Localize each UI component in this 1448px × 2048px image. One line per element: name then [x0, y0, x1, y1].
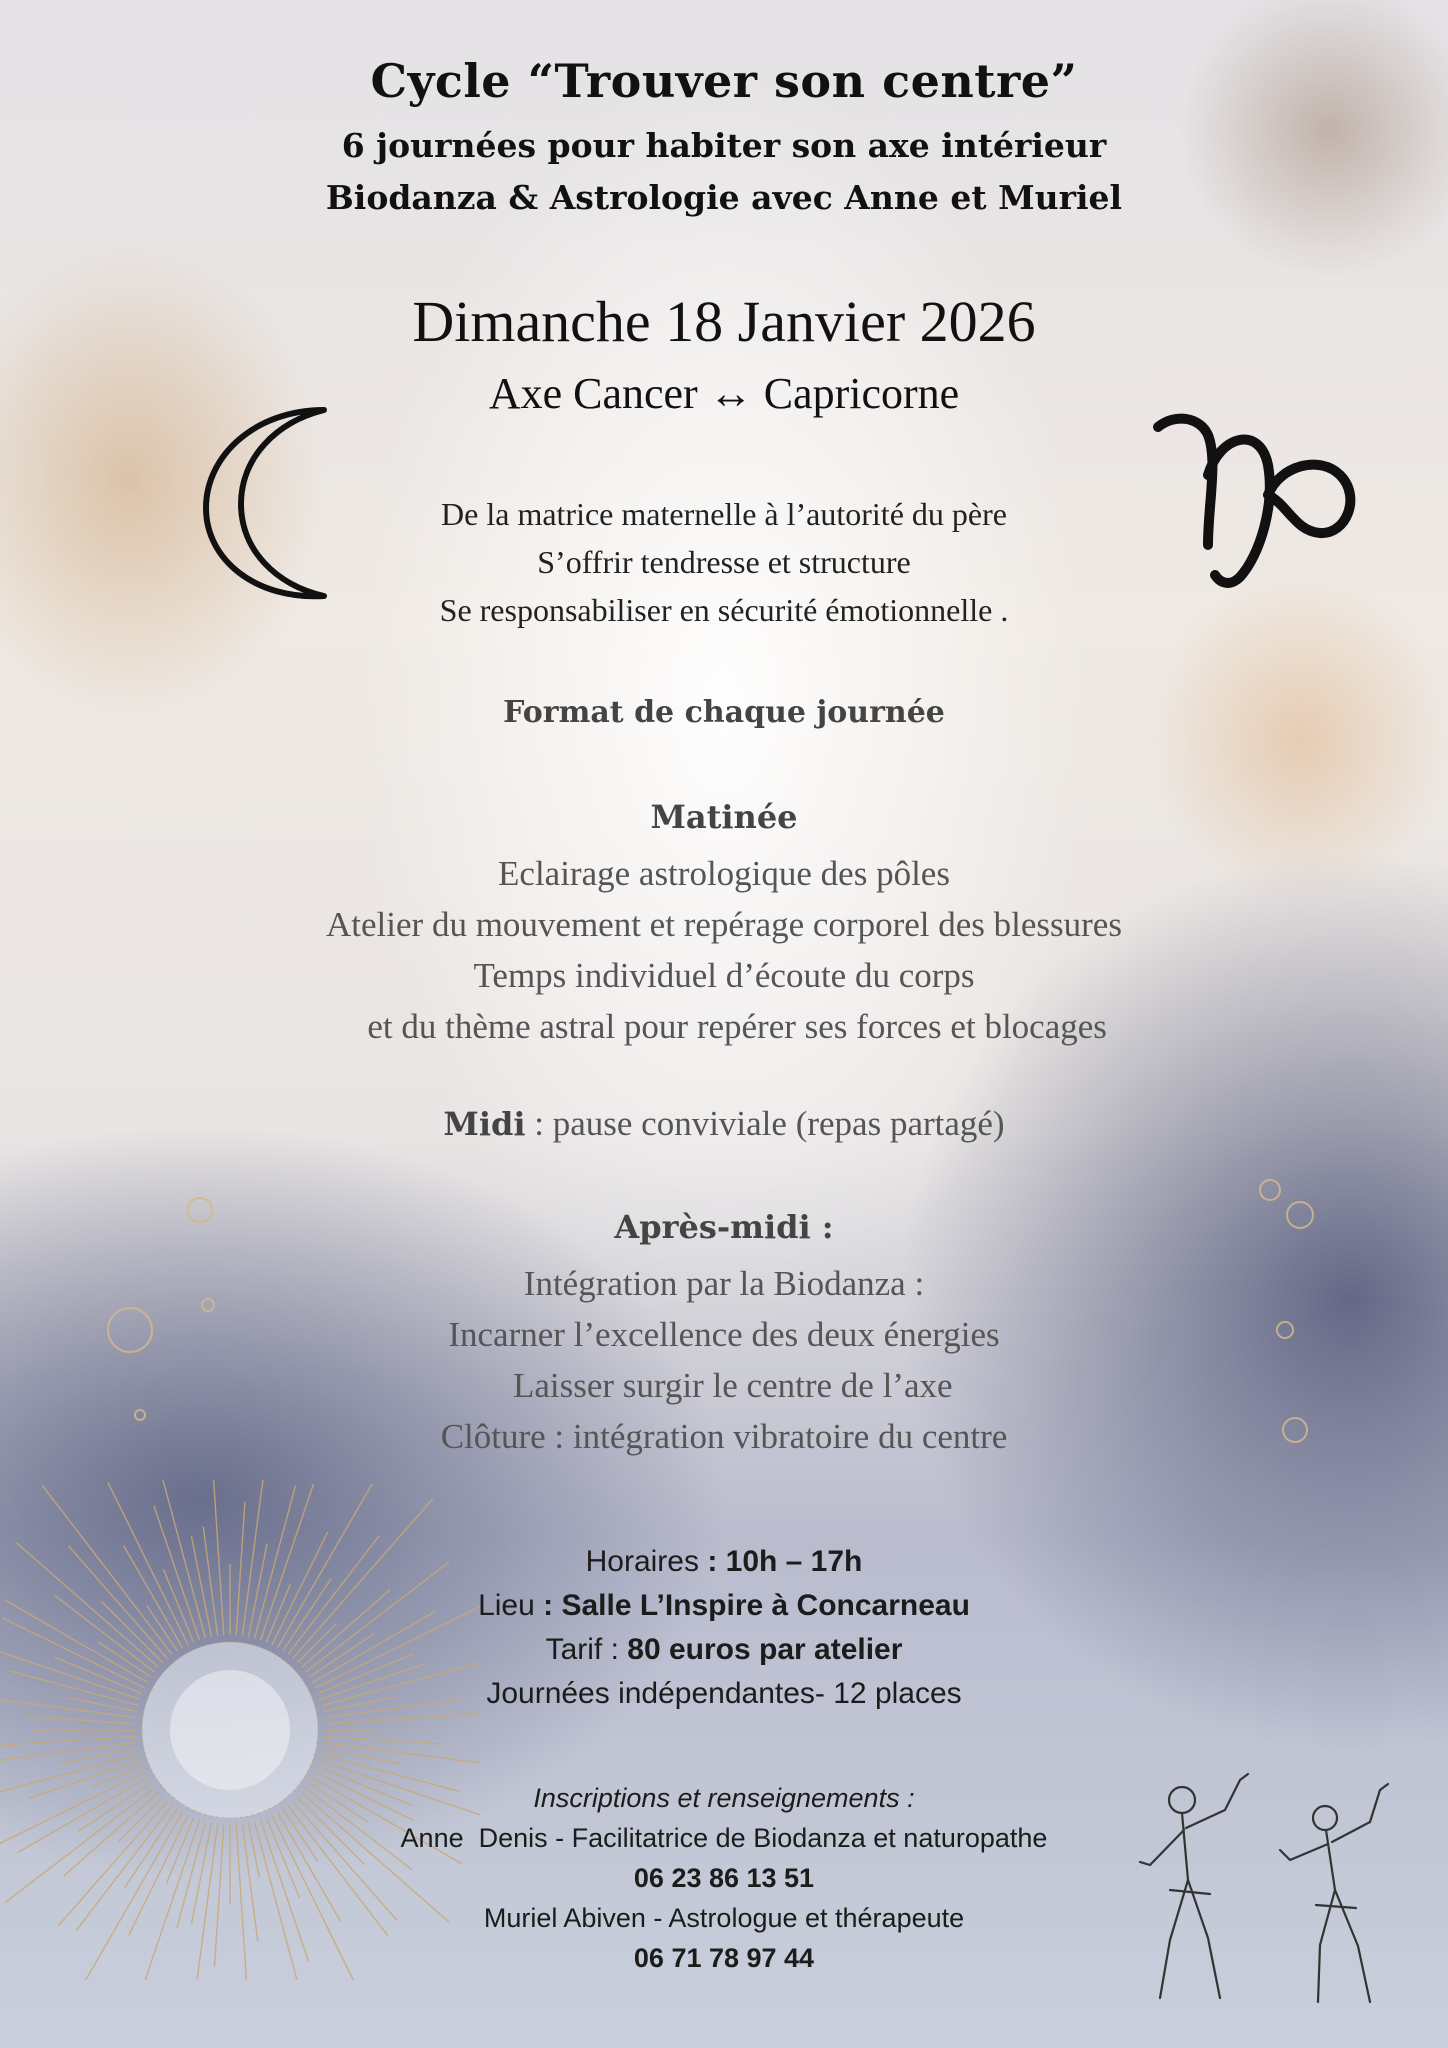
matinee-heading: Matinée [650, 798, 798, 836]
contact-phone-2[interactable]: 06 71 78 97 44 [633, 1943, 815, 1973]
horaires-value: : 10h – 17h [707, 1545, 863, 1578]
sunburst-ray [0, 1736, 135, 1749]
contact-person-2: Muriel Abiven - Astrologue et thérapeute [483, 1903, 965, 1933]
intro-line: S’offrir tendresse et structure [537, 544, 911, 580]
sunburst-ray [325, 1736, 443, 1744]
contact-person-1: Anne Denis - Facilitatrice de Biodanza et naturopathe [400, 1823, 1048, 1853]
tarif-line [0, 1628, 1448, 1672]
apres-midi-line: Laisser surgir le centre de l’axe [495, 1366, 953, 1405]
matinee-list [0, 848, 1448, 1052]
lieu-label: Lieu [478, 1589, 544, 1622]
matinee-line: Eclairage astrologique des pôles [498, 854, 950, 893]
event-date: Dimanche 18 Janvier 2026 [412, 289, 1036, 354]
practical-info [0, 1540, 1448, 1716]
sunburst-ray [324, 1742, 480, 1766]
midi-text: : pause conviviale (repas partagé) [525, 1104, 1005, 1143]
midi-label: Midi [443, 1105, 526, 1143]
lieu-line [0, 1584, 1448, 1628]
intro-text [0, 490, 1448, 634]
poster-title: Cycle “Trouver son centre” [370, 54, 1078, 108]
lieu-value: : Salle L’Inspire à Concarneau [543, 1589, 970, 1622]
tarif-label: Tarif : [545, 1633, 628, 1666]
sunburst-ray [25, 1717, 135, 1724]
poster-subtitle-2: Biodanza & Astrologie avec Anne et Muriel [325, 178, 1123, 217]
places-note: Journées indépendantes- 12 places [486, 1677, 962, 1710]
dancers-illustration [1130, 1770, 1420, 2020]
contact-heading: Inscriptions et renseignements : [533, 1783, 915, 1813]
matinee-line: Temps individuel d’écoute du corps [473, 956, 975, 995]
apres-midi-line: Intégration par la Biodanza : [523, 1264, 925, 1303]
matinee-line: et du thème astral pour repérer ses forces et blocages [341, 1007, 1107, 1046]
event-axis: Axe Cancer ↔ Capricorne [488, 369, 960, 418]
sparkle-decoration-left [100, 1180, 260, 1440]
tarif-value: 80 euros par atelier [627, 1633, 903, 1666]
poster-subtitle: 6 journées pour habiter son axe intérieur [341, 126, 1107, 165]
matinee-line: Atelier du mouvement et repérage corporel des blessures [326, 905, 1122, 944]
intro-line: De la matrice maternelle à l’autorité du père [441, 496, 1007, 532]
contact-phone-1[interactable]: 06 23 86 13 51 [633, 1863, 815, 1893]
apres-midi-line: Incarner l’excellence des deux énergies [448, 1315, 1000, 1354]
sunburst-ray [0, 1742, 136, 1761]
sparkle-decoration-right [1230, 1160, 1360, 1460]
apres-midi-line: Clôture : intégration vibratoire du centre [440, 1417, 1008, 1456]
horaires-label: Horaires [585, 1545, 708, 1578]
horaires-line [0, 1540, 1448, 1584]
format-heading: Format de chaque journée [503, 695, 945, 730]
midi-line [0, 1104, 1448, 1144]
apres-midi-heading: Après-midi : [614, 1208, 834, 1246]
intro-line: Se responsabiliser en sécurité émotionnelle . [439, 592, 1009, 628]
